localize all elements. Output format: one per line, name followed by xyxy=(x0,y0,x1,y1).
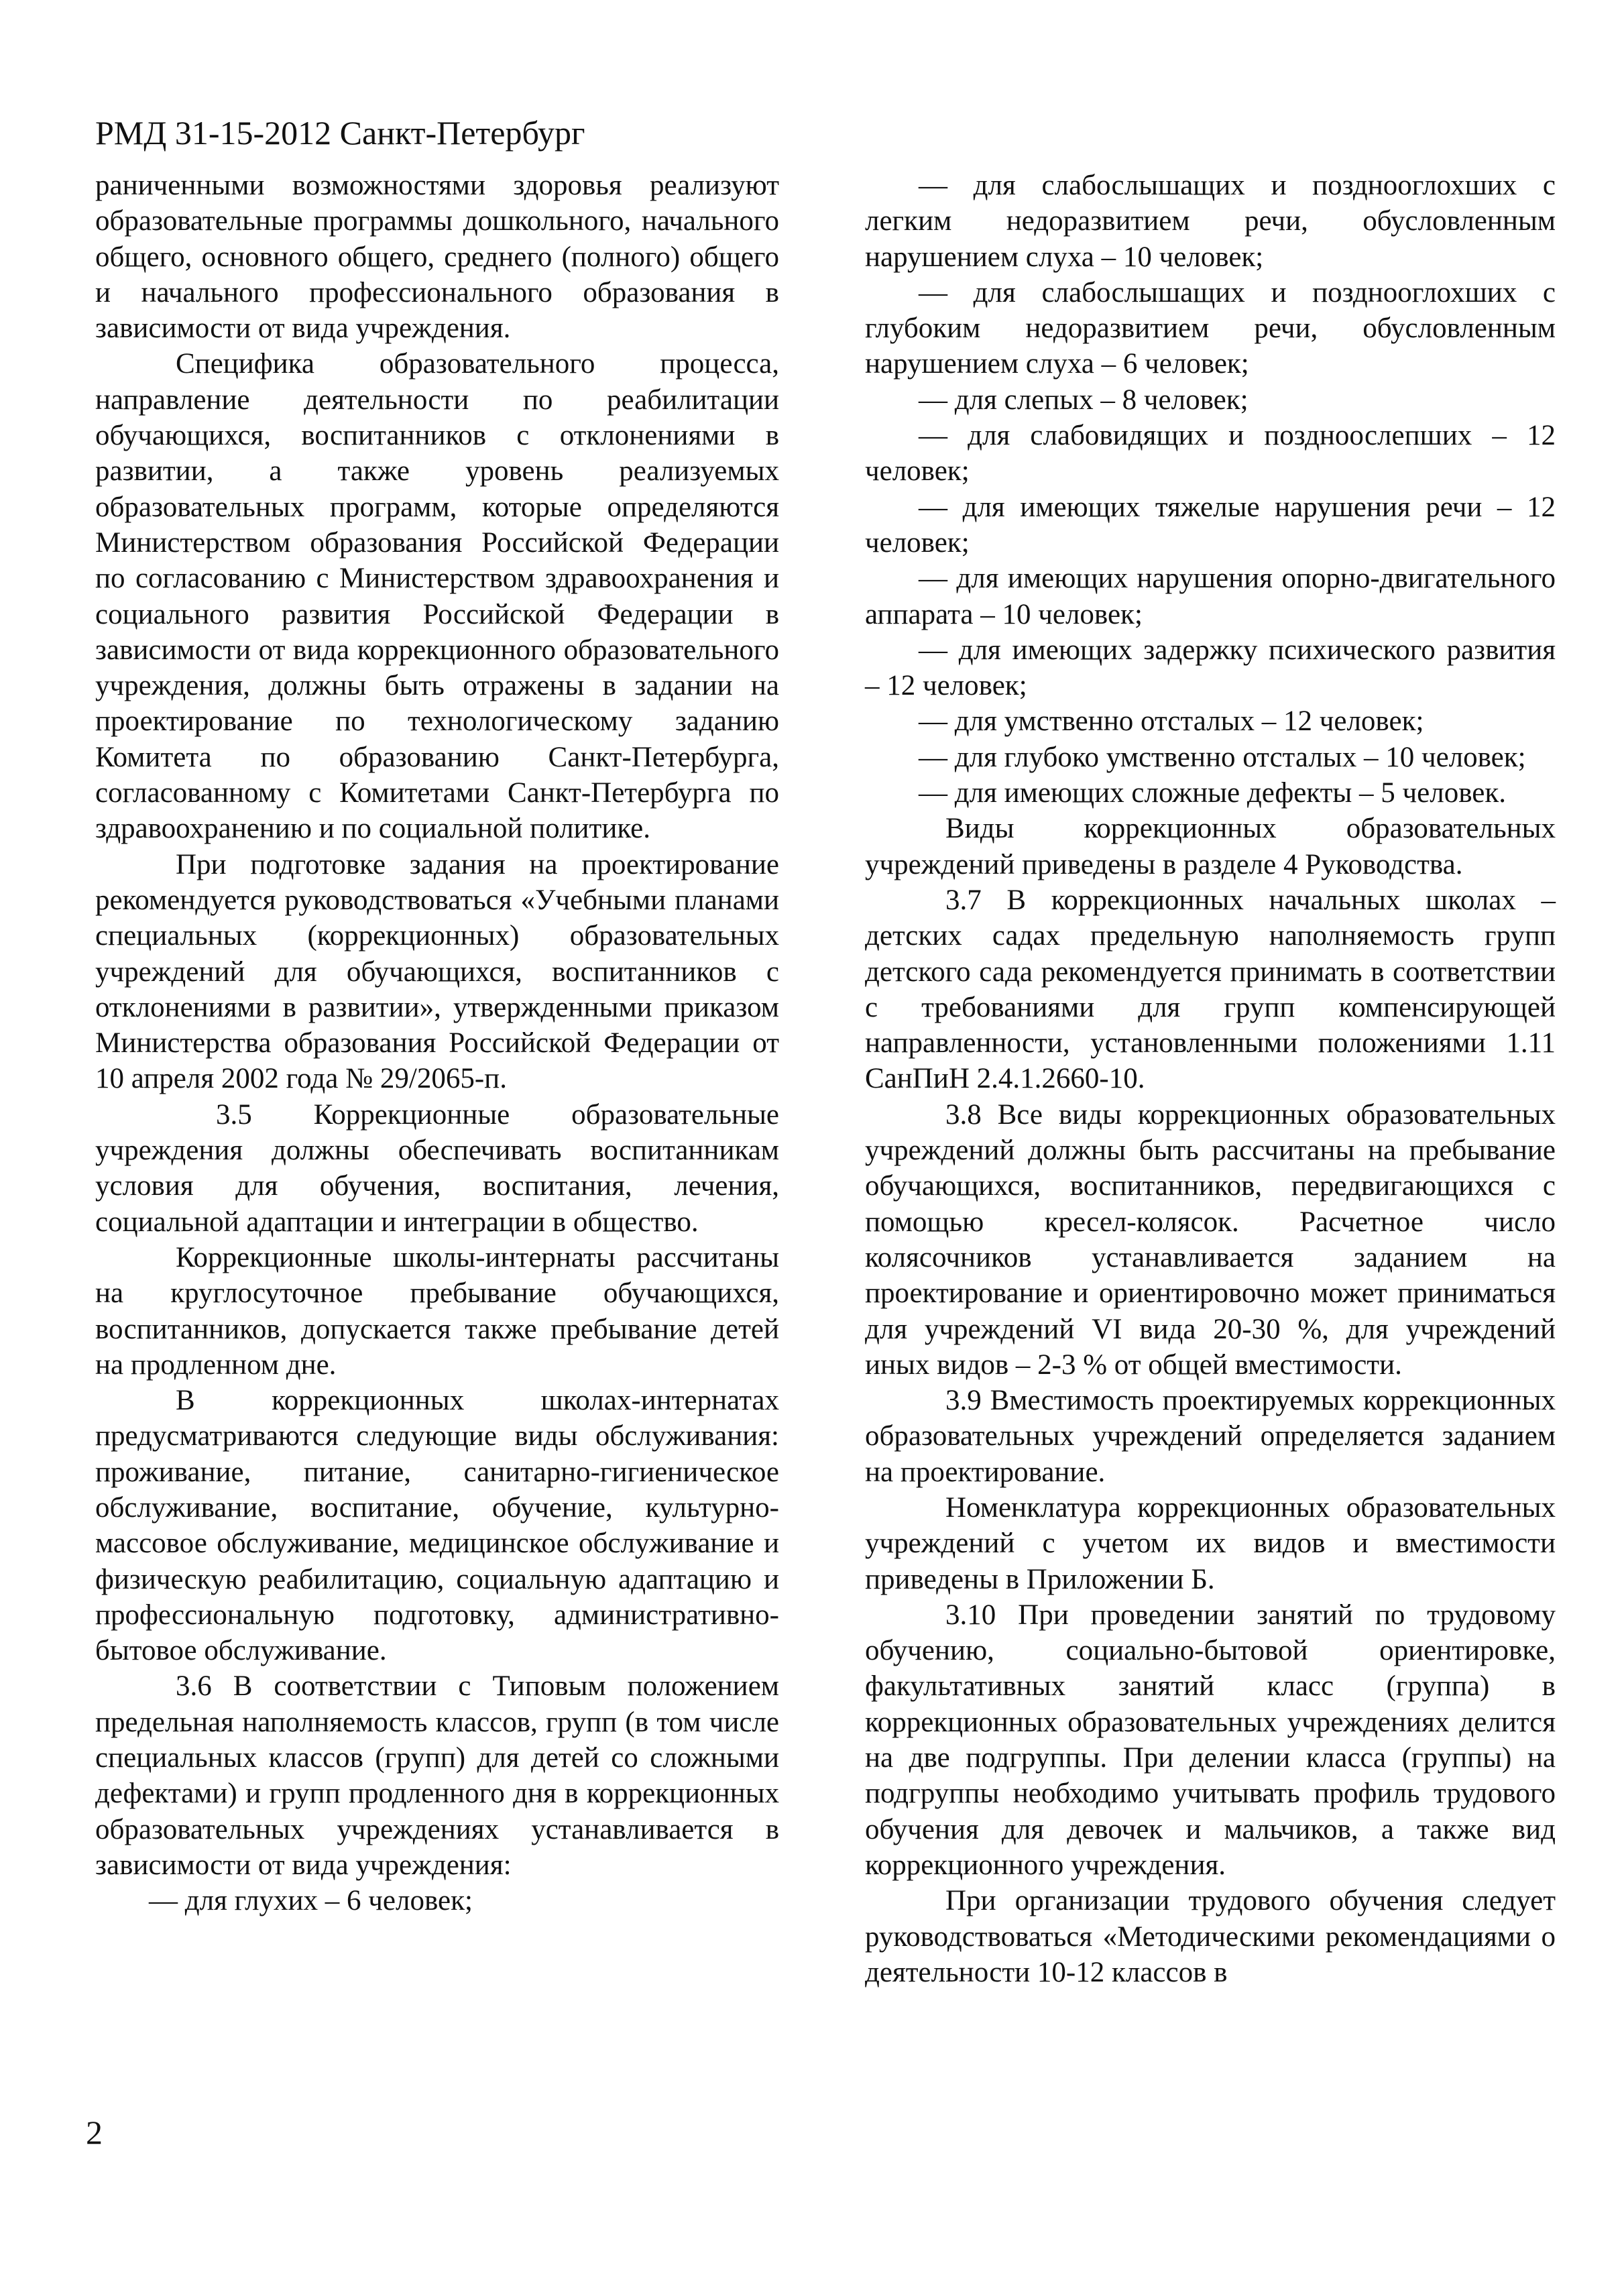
paragraph: При организации трудового обучения следует руководствоваться «Методическими рекомендациями о деятельности 10-12 классов в xyxy=(865,1885,1556,1988)
paragraph: Виды коррекционных образовательных учреждений приведены в разделе 4 Руководства. xyxy=(865,813,1556,880)
list-item: — для имеющих сложные дефекты – 5 человек. xyxy=(919,777,1506,809)
document-header: РМД 31-15-2012 Санкт-Петербург xyxy=(95,114,585,152)
list-item: — для имеющих тяжелые нарушения речи – 12 человек; xyxy=(865,491,1556,559)
left-text-column xyxy=(95,168,779,1919)
paragraph-section-3-7: 3.7 В коррекционных начальных школах – детских садах предельную наполняемость групп детского сада рекомендуется принимать в соответствии с требованиями для групп компенсирующей направленности, установленными положениями 1.11 СанПиН 2.4.1.2660-10. xyxy=(865,884,1556,1095)
paragraph-section-3-10: 3.10 При проведении занятий по трудовому обучению, социально-бытовой ориентировке, факультативных занятий класс (группа) в коррекционных образовательных учреждениях делится на две подгруппы. При делении класса (группы) на подгруппы необходимо учитывать профиль трудового обучения для девочек и мальчиков, а также вид коррекционного учреждения. xyxy=(865,1599,1556,1881)
paragraph: В коррекционных школах-интернатах предусматриваются следующие виды обслуживания: проживание, питание, санитарно-гигиеническое обслуживание, воспитание, обучение, культурно-массовое обслуживание, медицинское обслуживание и физическую реабилитацию, социальную адаптацию и профессиональную подготовку, административно-бытовое обслуживание. xyxy=(95,1385,779,1667)
paragraph-section-3-5: 3.5 Коррекционные образовательные учреждения должны обеспечивать воспитанникам условия для обучения, воспитания, лечения, социальной адаптации и интеграции в общество. xyxy=(95,1098,779,1238)
paragraph: Коррекционные школы-интернаты рассчитаны на круглосуточное пребывание обучающихся, воспитанников, допускается также пребывание детей на продленном дне. xyxy=(95,1241,779,1381)
list-item: — для слабослышащих и позднооглохших с глубоким недоразвитием речи, обусловленным нарушением слуха – 6 человек; xyxy=(865,276,1556,380)
list-item: — для глухих – 6 человек; xyxy=(149,1885,473,1917)
list-item: — для слабослышащих и позднооглохших с легким недоразвитием речи, обусловленным нарушением слуха – 10 человек; xyxy=(865,170,1556,273)
paragraph: При подготовке задания на проектирование рекомендуется руководствоваться «Учебными планами специальных (коррекционных) образовательных учреждений для обучающихся, воспитанников с отклонениями в развитии», утвержденными приказом Министерства образования Российской Федерации от 10 апреля 2002 года № 29/2065-п. xyxy=(95,848,779,1095)
right-text-column xyxy=(865,168,1556,1990)
list-item: — для имеющих задержку психического развития – 12 человек; xyxy=(865,634,1556,702)
paragraph: Специфика образовательного процесса, направление деятельности по реабилитации обучающихся, воспитанников с отклонениями в развитии, а также уровень реализуемых образовательных программ, которые определяются Министерством образования Российской Федерации по согласованию с Министерством здравоохранения и социального развития Российской Федерации в зависимости от вида коррекционного образовательного учреждения, должны быть отражены в задании на проектирование по технологическому заданию Комитета по образованию Санкт-Петербурга, согласованному с Комитетами Санкт-Петербурга по здравоохранению и по социальной политике. xyxy=(95,348,779,845)
paragraph: раниченными возможностями здоровья реализуют образовательные программы дошкольного, начального общего, основного общего, среднего (полного) общего и начального профессионального образования в зависимости от вида учреждения. xyxy=(95,170,779,345)
paragraph-section-3-6: 3.6 В соответствии с Типовым положением предельная наполняемость классов, групп (в том числе специальных классов (групп) для детей со сложными дефектами) и групп продленного дня в коррекционных образовательных учреждениях устанавливается в зависимости от вида учреждения: xyxy=(95,1670,779,1881)
page-number: 2 xyxy=(86,2114,103,2151)
list-item: — для умственно отсталых – 12 человек; xyxy=(919,705,1424,738)
paragraph-section-3-9: 3.9 Вместимость проектируемых коррекционных образовательных учреждений определяется заданием на проектирование. xyxy=(865,1385,1556,1488)
paragraph: Номенклатура коррекционных образовательных учреждений с учетом их видов и вместимости приведены в Приложении Б. xyxy=(865,1491,1556,1595)
list-item: — для слепых – 8 человек; xyxy=(919,384,1249,416)
list-item: — для слабовидящих и поздноослепших – 12 человек; xyxy=(865,420,1556,487)
list-item: — для имеющих нарушения опорно-двигательного аппарата – 10 человек; xyxy=(865,563,1556,630)
list-item: — для глубоко умственно отсталых – 10 человек; xyxy=(919,741,1526,773)
paragraph-section-3-8: 3.8 Все виды коррекционных образовательных учреждений должны быть рассчитаны на пребывание обучающихся, воспитанников, передвигающихся с помощью кресел-колясок. Расчетное число колясочников устанавливается заданием на проектирование и ориентировочно может приниматься для учреждений VI вида 20-30 %, для учреждений иных видов – 2-3 % от общей вместимости. xyxy=(865,1098,1556,1381)
